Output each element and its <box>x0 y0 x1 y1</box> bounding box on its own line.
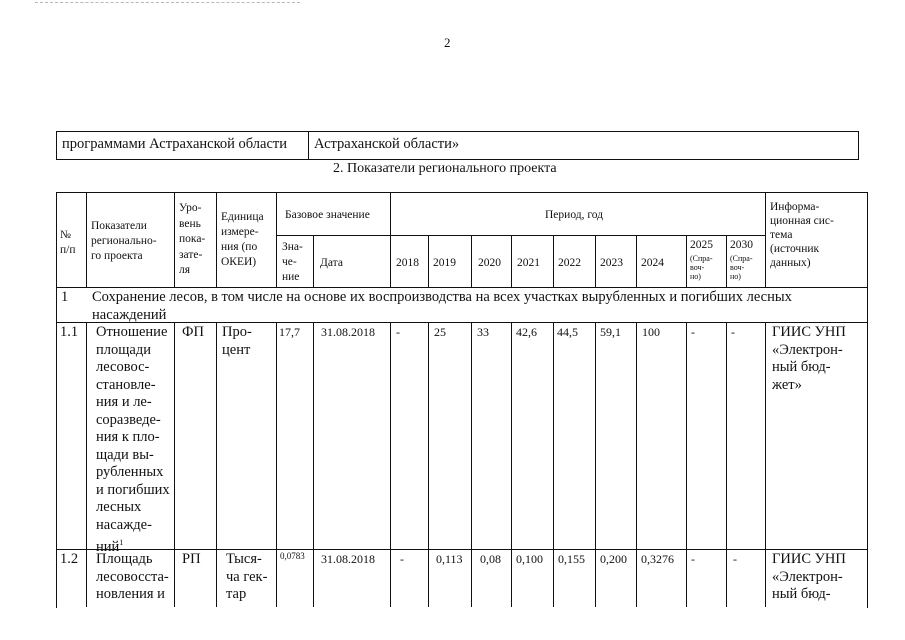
footnote-marker: 1 <box>119 538 124 547</box>
section-row-num: 1 <box>61 289 69 305</box>
row-1-2-unit: Тыся- ча гек- тар <box>226 551 268 602</box>
col-line <box>595 235 596 288</box>
col-line <box>174 192 175 288</box>
col-line <box>313 322 314 607</box>
row-1-1-info-system: ГИИС УНП «Электрон- ный бюд- жет» <box>772 324 846 393</box>
header-level: Уро- вень пока- зате- ля <box>179 202 206 276</box>
row-1-1-value: 42,6 <box>516 325 537 339</box>
scan-artifact-line <box>35 2 300 3</box>
col-line <box>174 322 175 607</box>
header-year: 2018 <box>396 257 419 269</box>
row-1-1-unit: Про- цент <box>222 324 252 358</box>
col-line <box>428 322 429 607</box>
row-1-2-value: - <box>400 552 404 566</box>
row-1-2-value: - <box>691 552 695 566</box>
header-year: 2022 <box>558 257 581 269</box>
col-line <box>276 192 277 288</box>
page-number: 2 <box>444 35 451 50</box>
row-1-1-level: ФП <box>182 324 204 340</box>
row-1-1-indicator: Отношение площади лесовос- становле- ния и ле- соразведе- ния к пло- щади вы- рубленных и погибших лесных насажде- ний$^1$ <box>96 324 170 555</box>
top-strip-divider <box>308 131 309 159</box>
header-period: Период, год <box>545 209 604 221</box>
col-line <box>216 192 217 288</box>
col-line <box>686 322 687 607</box>
col-line <box>428 235 429 288</box>
col-line <box>313 235 314 288</box>
header-year: 2023 <box>600 257 623 269</box>
col-line <box>553 235 554 288</box>
row-1-2-value: - <box>733 552 737 566</box>
col-line <box>86 192 87 288</box>
header-info-system: Информа- ционная сис- тема (источник данных) <box>770 201 834 269</box>
section-row-text: Сохранение лесов, в том числе на основе их воспроизводства на всех участках вырубленных и погибших лесных насаждений <box>92 289 792 323</box>
col-line <box>511 235 512 288</box>
row-1-2-info-system: ГИИС УНП «Электрон- ный бюд- <box>772 551 846 602</box>
col-line <box>471 322 472 607</box>
row-1-2-value: 0,155 <box>558 552 585 566</box>
col-line <box>636 235 637 288</box>
header-year: 2019 <box>433 257 456 269</box>
header-year: 2021 <box>517 257 540 269</box>
col-line <box>511 322 512 607</box>
row-1-1-base-date: 31.08.2018 <box>321 325 375 339</box>
col-line <box>765 192 766 288</box>
header-ref-note-2030: (Спра- воч- но) <box>730 254 753 281</box>
header-indicator: Показатели регионально- го проекта <box>91 220 157 262</box>
row-1-2-indicator: Площадь лесовосста- новления и <box>96 551 169 602</box>
top-strip-left-cell: программами Астраханской области <box>62 136 287 152</box>
col-line <box>595 322 596 607</box>
header-base-value: Базовое значение <box>285 209 370 221</box>
col-line <box>726 235 727 288</box>
section-title: 2. Показатели регионального проекта <box>333 161 557 176</box>
row-1-2-value: 0,100 <box>516 552 543 566</box>
row-1-1-value: - <box>731 325 735 339</box>
col-line <box>726 322 727 607</box>
row-1-1-value: 25 <box>434 325 446 339</box>
col-line <box>86 322 87 607</box>
row-1-1-value: 33 <box>477 325 489 339</box>
row-1-1-value: - <box>691 325 695 339</box>
col-line <box>390 322 391 607</box>
row-1-1-value: 100 <box>642 325 660 339</box>
header-ref-note-2025: (Спра- воч- но) <box>690 254 713 281</box>
row-1-2-value: 0,08 <box>480 552 501 566</box>
header-year: 2024 <box>641 257 664 269</box>
row-1-2-base-date: 31.08.2018 <box>321 552 375 566</box>
col-line <box>686 235 687 288</box>
header-year: 2020 <box>478 257 501 269</box>
row-1-2-value: 0,3276 <box>641 552 674 566</box>
header-num: № п/п <box>60 229 76 256</box>
col-line <box>216 322 217 607</box>
row-1-1-value: 59,1 <box>600 325 621 339</box>
col-line <box>553 322 554 607</box>
header-unit: Единица измере- ния (по ОКЕИ) <box>221 211 264 268</box>
col-line <box>636 322 637 607</box>
header-year-2030: 2030 <box>730 239 753 251</box>
row-1-1-value: - <box>396 325 400 339</box>
col-line <box>390 192 391 288</box>
row-1-1-base-value: 17,7 <box>279 325 300 339</box>
col-line <box>276 322 277 607</box>
top-strip-right-cell: Астраханской области» <box>314 136 460 152</box>
row-1-1-bottom-rule <box>56 549 867 550</box>
header-year-2025: 2025 <box>690 239 713 251</box>
row-1-2-value: 0,200 <box>600 552 627 566</box>
header-bottom-rule <box>56 287 867 288</box>
col-line <box>471 235 472 288</box>
row-1-1-value: 44,5 <box>557 325 578 339</box>
row-1-1-num: 1.1 <box>60 324 79 340</box>
row-1-2-base-value: 0,0783 <box>280 551 305 561</box>
row-1-2-num: 1.2 <box>60 551 79 567</box>
header-mid-rule <box>276 235 765 236</box>
col-line <box>765 322 766 607</box>
header-base-sub-value: Зна- че- ние <box>282 241 303 283</box>
header-base-sub-date: Дата <box>320 257 343 269</box>
row-1-2-value: 0,113 <box>436 552 463 566</box>
row-1-2-level: РП <box>182 551 201 567</box>
